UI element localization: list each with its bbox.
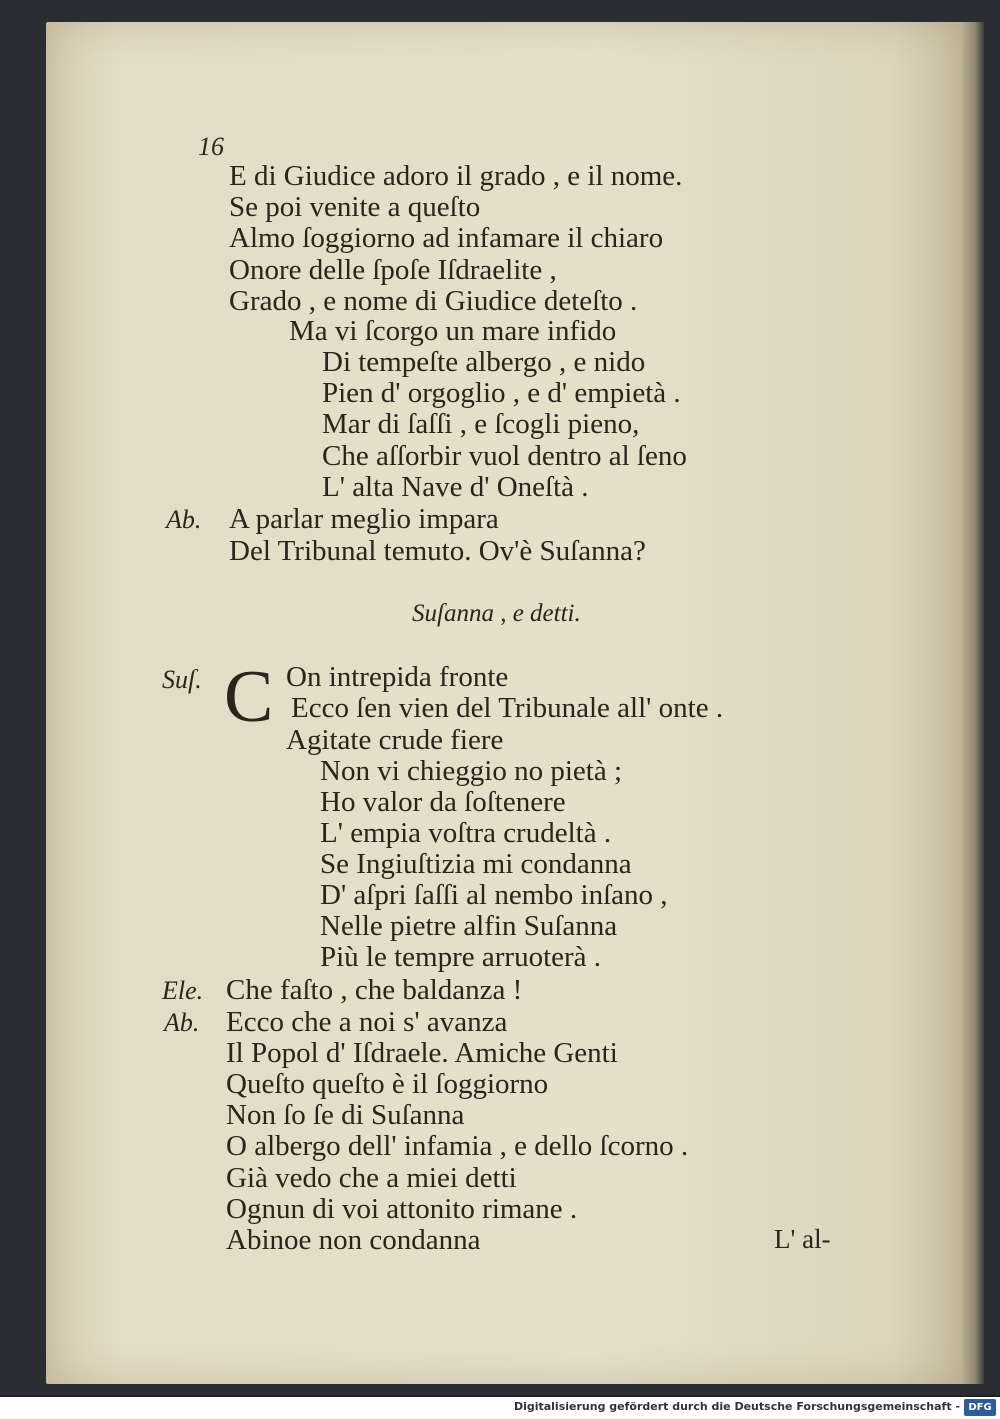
verse-line: Già vedo che a miei detti	[226, 1162, 517, 1194]
verse-line: Agitate crude fiere	[286, 724, 504, 756]
verse-line: Ho valor da ſoſtenere	[320, 786, 566, 818]
verse-line: Non ſo ſe di Suſanna	[226, 1099, 465, 1131]
verse-line: Il Popol d' Iſdraele. Amiche Genti	[226, 1037, 618, 1069]
verse-line: Se Ingiuſtizia mi condanna	[320, 848, 632, 880]
dfg-logo: DFG	[964, 1399, 996, 1416]
verse-line: Di tempeſte albergo , e nido	[322, 346, 646, 378]
verse-line: O albergo dell' infamia , e dello ſcorno .	[226, 1130, 689, 1162]
verse-line: Mar di ſaſſi , e ſcogli pieno,	[322, 408, 640, 440]
verse-line: E di Giudice adoro il grado , e il nome.	[229, 160, 683, 192]
scene-heading: Suſanna , e detti.	[412, 600, 581, 627]
page-edge	[962, 22, 984, 1384]
verse-line: Che faſto , che baldanza !	[226, 974, 523, 1006]
verse-line: Ma vi ſcorgo un mare infido	[289, 315, 617, 347]
speaker-label: Ab.	[164, 1008, 200, 1037]
verse-line: Ecco ſen vien del Tribunale all' onte .	[291, 692, 724, 724]
verse-line: Non vi chieggio no pietà ;	[320, 755, 623, 787]
verse-line: A parlar meglio impara	[229, 503, 499, 535]
digitization-footer	[0, 1397, 1000, 1419]
verse-line: Queſto queſto è il ſoggiorno	[226, 1068, 549, 1100]
speaker-label: Ele.	[162, 976, 204, 1005]
verse-line: L' empia voſtra crudeltà .	[320, 817, 612, 849]
verse-line: D' aſpri ſaſſi al nembo inſano ,	[320, 879, 668, 911]
verse-line: Ecco che a noi s' avanza	[226, 1006, 508, 1038]
verse-line: Ognun di voi attonito rimane .	[226, 1193, 578, 1225]
drop-cap: C	[224, 656, 274, 738]
verse-line: On intrepida fronte	[286, 661, 509, 693]
speaker-label: Suſ.	[162, 665, 202, 694]
verse-line: Nelle pietre alfin Suſanna	[320, 910, 618, 942]
verse-line: Che aſſorbir vuol dentro al ſeno	[322, 440, 687, 472]
verse-line: L' alta Nave d' Oneſtà .	[322, 471, 589, 503]
verse-line: Abinoe non condanna	[226, 1224, 481, 1256]
speaker-label: Ab.	[166, 505, 202, 534]
verse-line: Se poi venite a queſto	[229, 191, 481, 223]
verse-line: Onore delle ſpoſe Iſdraelite ,	[229, 254, 557, 286]
verse-line: Del Tribunal temuto. Ov'è Suſanna?	[229, 535, 646, 567]
verse-line: Più le tempre arruoterà .	[320, 941, 602, 973]
verse-line: Almo ſoggiorno ad infamare il chiaro	[229, 222, 664, 254]
footer-credit: Digitalisierung gefördert durch die Deutsche Forschungsgemeinschaft -	[513, 1400, 960, 1413]
verse-line: Grado , e nome di Giudice deteſto .	[229, 285, 638, 317]
catchword: L' al-	[774, 1224, 831, 1254]
page-number: 16	[198, 132, 224, 161]
verse-line: Pien d' orgoglio , e d' empietà .	[322, 377, 681, 409]
